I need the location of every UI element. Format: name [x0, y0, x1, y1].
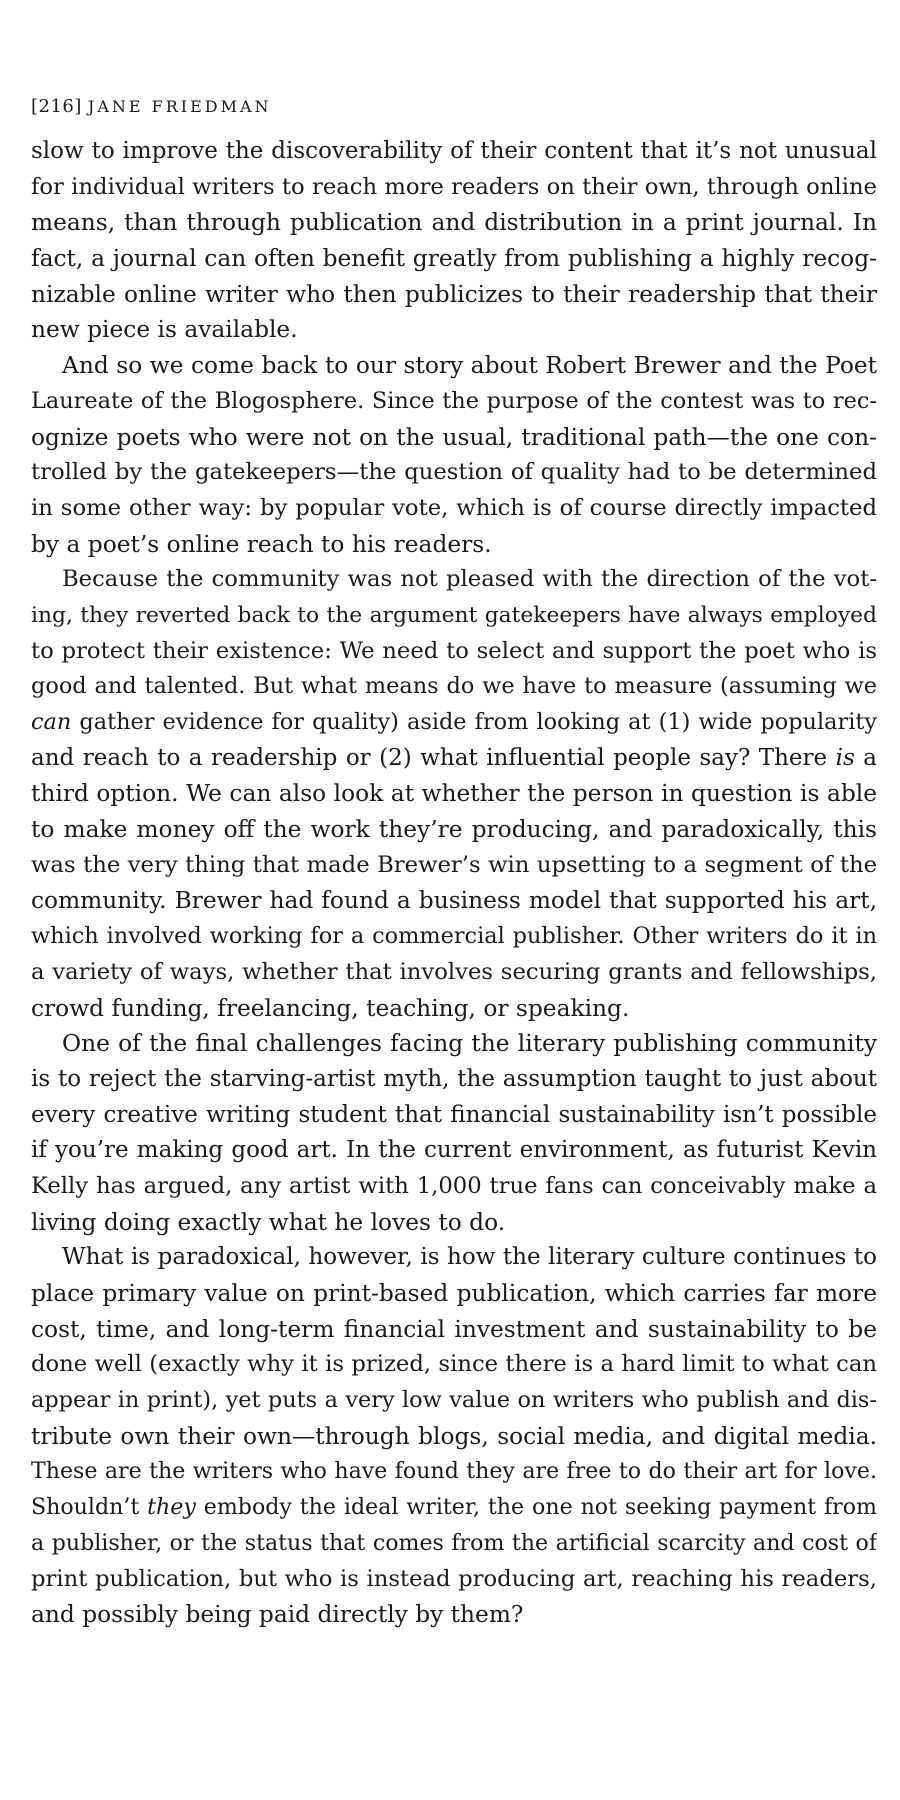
text-line: good and talented. But what means do we have to measure (assuming we: [31, 673, 877, 700]
text-line: appear in print), yet puts a very low value on writers who publish and dis-: [31, 1387, 877, 1414]
text-line: in some other way: by popular vote, which is of course directly impacted: [31, 494, 877, 521]
text-line: a publisher, or the status that comes from the artificial scarcity and cost of: [31, 1529, 877, 1556]
text-line: for individual writers to reach more readers on their own, through online: [31, 173, 877, 200]
text-line: done well (exactly why it is prized, since there is a hard limit to what can: [31, 1351, 877, 1378]
text-line: fact, a journal can often benefit greatly from publishing a highly recog-: [31, 245, 877, 273]
text-line: means, than through publication and distribution in a print journal. In: [31, 209, 877, 237]
text-line: to protect their existence: We need to select and support the poet who is: [31, 637, 877, 664]
text-line: and possibly being paid directly by them?: [31, 1601, 524, 1629]
text-line: living doing exactly what he loves to do.: [31, 1208, 506, 1236]
text-line: if you’re making good art. In the current environment, as futurist Kevin: [31, 1137, 877, 1164]
running-head-author: JANE FRIEDMAN: [87, 97, 272, 116]
text-line: cost, time, and long-term financial investment and sustainability to be: [31, 1315, 877, 1343]
text-line: third option. We can also look at whether the person in question is able: [31, 780, 877, 808]
text-line: Shouldn’t they embody the ideal writer, the one not seeking payment from: [31, 1494, 877, 1521]
text-line: which involved working for a commercial publisher. Other writers do it in: [31, 923, 877, 950]
page-number: [216]: [31, 96, 82, 117]
running-head: [31, 96, 272, 117]
text-line: Kelly has argued, any artist with 1,000 true fans can conceivably make a: [31, 1172, 877, 1199]
text-line: every creative writing student that financial sustainability isn’t possible: [31, 1101, 877, 1128]
text-line: to make money off the work they’re producing, and paradoxically, this: [31, 816, 877, 844]
text-line: What is paradoxical, however, is how the literary culture continues to: [62, 1244, 877, 1271]
text-line: place primary value on print-based publication, which carries far more: [31, 1280, 877, 1307]
text-line: trolled by the gatekeepers—the question of quality had to be determined: [31, 459, 877, 486]
text-line: was the very thing that made Brewer’s win upsetting to a segment of the: [31, 851, 877, 878]
text-line: and reach to a readership or (2) what influential people say? There is a: [31, 744, 877, 771]
text-line: These are the writers who have found they are free to do their art for love.: [31, 1458, 877, 1485]
text-line: tribute own their own—through blogs, social media, and digital media.: [31, 1422, 877, 1450]
body-text: [31, 134, 877, 1633]
text-line: ing, they reverted back to the argument gatekeepers have always employed: [31, 602, 877, 628]
text-line: crowd funding, freelancing, teaching, or speaking.: [31, 994, 630, 1022]
text-line: print publication, but who is instead producing art, reaching his readers,: [31, 1565, 877, 1592]
text-line: new piece is available.: [31, 316, 298, 344]
text-line: Laureate of the Blogosphere. Since the purpose of the contest was to rec-: [31, 387, 877, 414]
text-line: a variety of ways, whether that involves securing grants and fellowships,: [31, 958, 877, 985]
text-line: nizable online writer who then publicizes to their readership that their: [31, 280, 877, 308]
text-line: community. Brewer had found a business model that supported his art,: [31, 887, 877, 915]
text-line: And so we come back to our story about Robert Brewer and the Poet: [62, 352, 877, 380]
text-line: ognize poets who were not on the usual, traditional path—the one con-: [31, 423, 877, 451]
text-line: can gather evidence for quality) aside from looking at (1) wide popularity: [31, 709, 877, 735]
text-line: slow to improve the discoverability of their content that it’s not unusual: [31, 138, 877, 164]
text-line: One of the final challenges facing the literary publishing community: [62, 1030, 877, 1058]
text-line: Because the community was not pleased with the direction of the vot-: [62, 566, 877, 593]
text-line: by a poet’s online reach to his readers.: [31, 530, 492, 558]
text-line: is to reject the starving-artist myth, the assumption taught to just about: [31, 1065, 877, 1092]
